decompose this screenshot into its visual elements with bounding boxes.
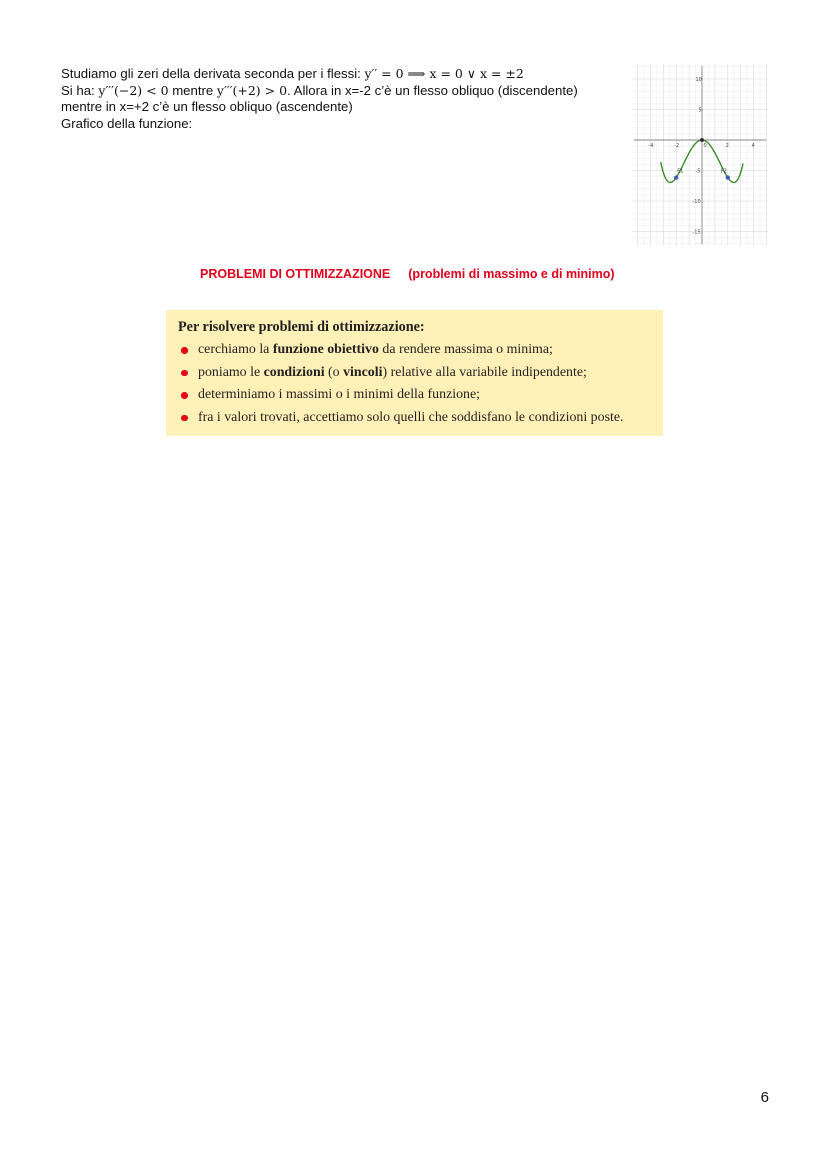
- item-bold: funzione obiettivo: [272, 342, 379, 357]
- section-heading: [200, 267, 615, 281]
- x-tick-label: -2: [674, 143, 680, 149]
- list-item: [178, 339, 663, 362]
- list-item: [178, 384, 663, 407]
- heading-title: PROBLEMI DI OTTIMIZZAZIONE: [200, 267, 391, 281]
- function-graph: [632, 64, 768, 246]
- y-tick-label: -10: [692, 199, 701, 205]
- steps-list: [178, 339, 663, 429]
- x-tick-label: 2: [725, 143, 729, 149]
- item-text: poniamo le: [198, 364, 264, 380]
- item-text: (o: [324, 364, 344, 380]
- intro-text: [61, 66, 631, 132]
- y-tick-label: 10: [695, 77, 702, 83]
- item-bold: condizioni: [263, 364, 325, 380]
- item-text: da rendere massima o minima;: [378, 342, 553, 357]
- bullet-icon: [181, 370, 188, 377]
- x-tick-label: 0: [703, 143, 707, 149]
- item-bold: vincoli: [343, 364, 383, 380]
- item-text: fra i valori trovati, accettiamo solo quelli che soddisfano le condizioni poste.: [198, 409, 624, 425]
- line2-prefix: Si ha:: [61, 82, 99, 98]
- text-line-1: [61, 66, 631, 83]
- x-tick-label: -4: [648, 143, 654, 149]
- inflection-point-f1: [674, 175, 678, 179]
- text-line-2: [61, 83, 631, 100]
- inflection-point-f2: [726, 175, 730, 179]
- bullet-icon: [181, 415, 188, 422]
- text-line-4: Grafico della funzione:: [61, 115, 193, 131]
- y-tick-label: 5: [698, 107, 702, 114]
- list-item: [178, 407, 663, 430]
- list-item: [178, 362, 663, 385]
- y-tick-label: -15: [692, 229, 701, 236]
- x-tick-label: 4: [751, 143, 755, 149]
- page-number: 6: [760, 1089, 769, 1106]
- box-title: Per risolvere problemi di ottimizzazione:: [178, 319, 425, 335]
- line1-text: Studiamo gli zeri della derivata seconda per i flessi:: [61, 66, 365, 81]
- line2-suffix: . Allora in x=-2 c’è un flesso obliquo (discendente): [287, 82, 578, 98]
- line2-mid: mentre: [168, 82, 217, 98]
- f1-label: F1: [677, 168, 684, 175]
- origin-point: [700, 138, 704, 142]
- second-derivative-equation: y′′ = 0 ⟹ x = 0 ∨ x = ±2: [364, 66, 524, 81]
- y-tick-label: -5: [695, 168, 701, 175]
- optimization-box: [166, 310, 663, 436]
- text-line-3: mentre in x=+2 c’è un flesso obliquo (ascendente): [61, 99, 353, 114]
- heading-subtitle: (problemi di massimo e di minimo): [408, 267, 615, 281]
- item-text: ) relative alla variabile indipendente;: [382, 364, 587, 380]
- third-derivative-right: y′′′(+2) > 0: [216, 82, 288, 98]
- item-text: determiniamo i massimi o i minimi della funzione;: [198, 387, 481, 402]
- item-text: cerchiamo la: [198, 342, 273, 357]
- f2-label: F2: [720, 168, 727, 175]
- bullet-icon: [181, 392, 188, 399]
- bullet-icon: [181, 347, 188, 354]
- third-derivative-left: y′′′(−2) < 0: [98, 82, 169, 98]
